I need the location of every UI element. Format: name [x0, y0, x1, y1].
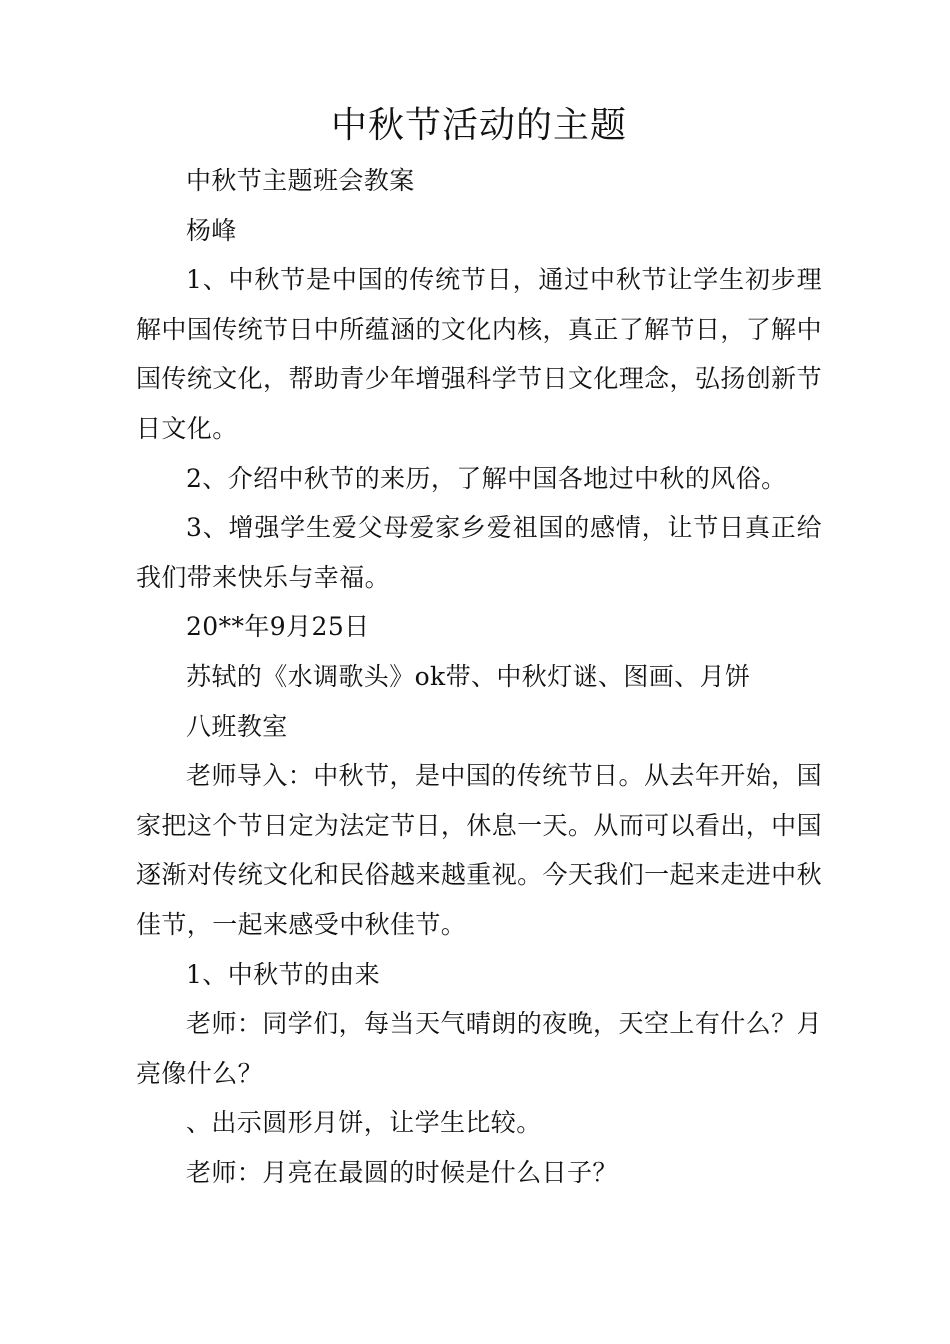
paragraph-materials: 苏轼的《水调歌头》ok带、中秋灯谜、图画、月饼: [186, 661, 751, 691]
paragraph-goal-2: 2、介绍中秋节的来历，了解中国各地过中秋的风俗。: [186, 463, 787, 493]
paragraph-goal-3: 3、增强学生爱父母爱家乡爱祖国的感情，让节日真正给我们带来快乐与幸福。: [136, 513, 822, 592]
paragraph-location: 八班教室: [186, 711, 288, 741]
paragraph-show-mooncake: 、出示圆形月饼，让学生比较。: [186, 1108, 542, 1138]
document-title: 中秋节活动的主题: [330, 105, 627, 146]
paragraph-subtitle: 中秋节主题班会教案: [186, 166, 415, 195]
paragraph-goal-1: 1、中秋节是中国的传统节日，通过中秋节让学生初步理解中国传统节日中所蕴涵的文化内核，真正了解节日，了解中国传统文化，帮助青少年增强科学节日文化理念，弘扬创新节日文化。: [136, 265, 822, 443]
paragraph-date: 20**年9月25日: [186, 612, 370, 642]
paragraph-author: 杨峰: [186, 215, 237, 245]
paragraph-teacher-question-1: 老师：同学们，每当天气晴朗的夜晚，天空上有什么？月亮像什么？: [136, 1009, 822, 1088]
paragraph-section-origin: 1、中秋节的由来: [186, 959, 381, 989]
paragraph-introduction: 老师导入：中秋节，是中国的传统节日。从去年开始，国家把这个节日定为法定节日，休息一天。从而可以看出，中国逐渐对传统文化和民俗越来越重视。今天我们一起来走进中秋佳节，一起来感受中秋佳节。: [136, 761, 822, 939]
paragraph-teacher-question-2: 老师：月亮在最圆的时候是什么日子？: [186, 1157, 618, 1187]
